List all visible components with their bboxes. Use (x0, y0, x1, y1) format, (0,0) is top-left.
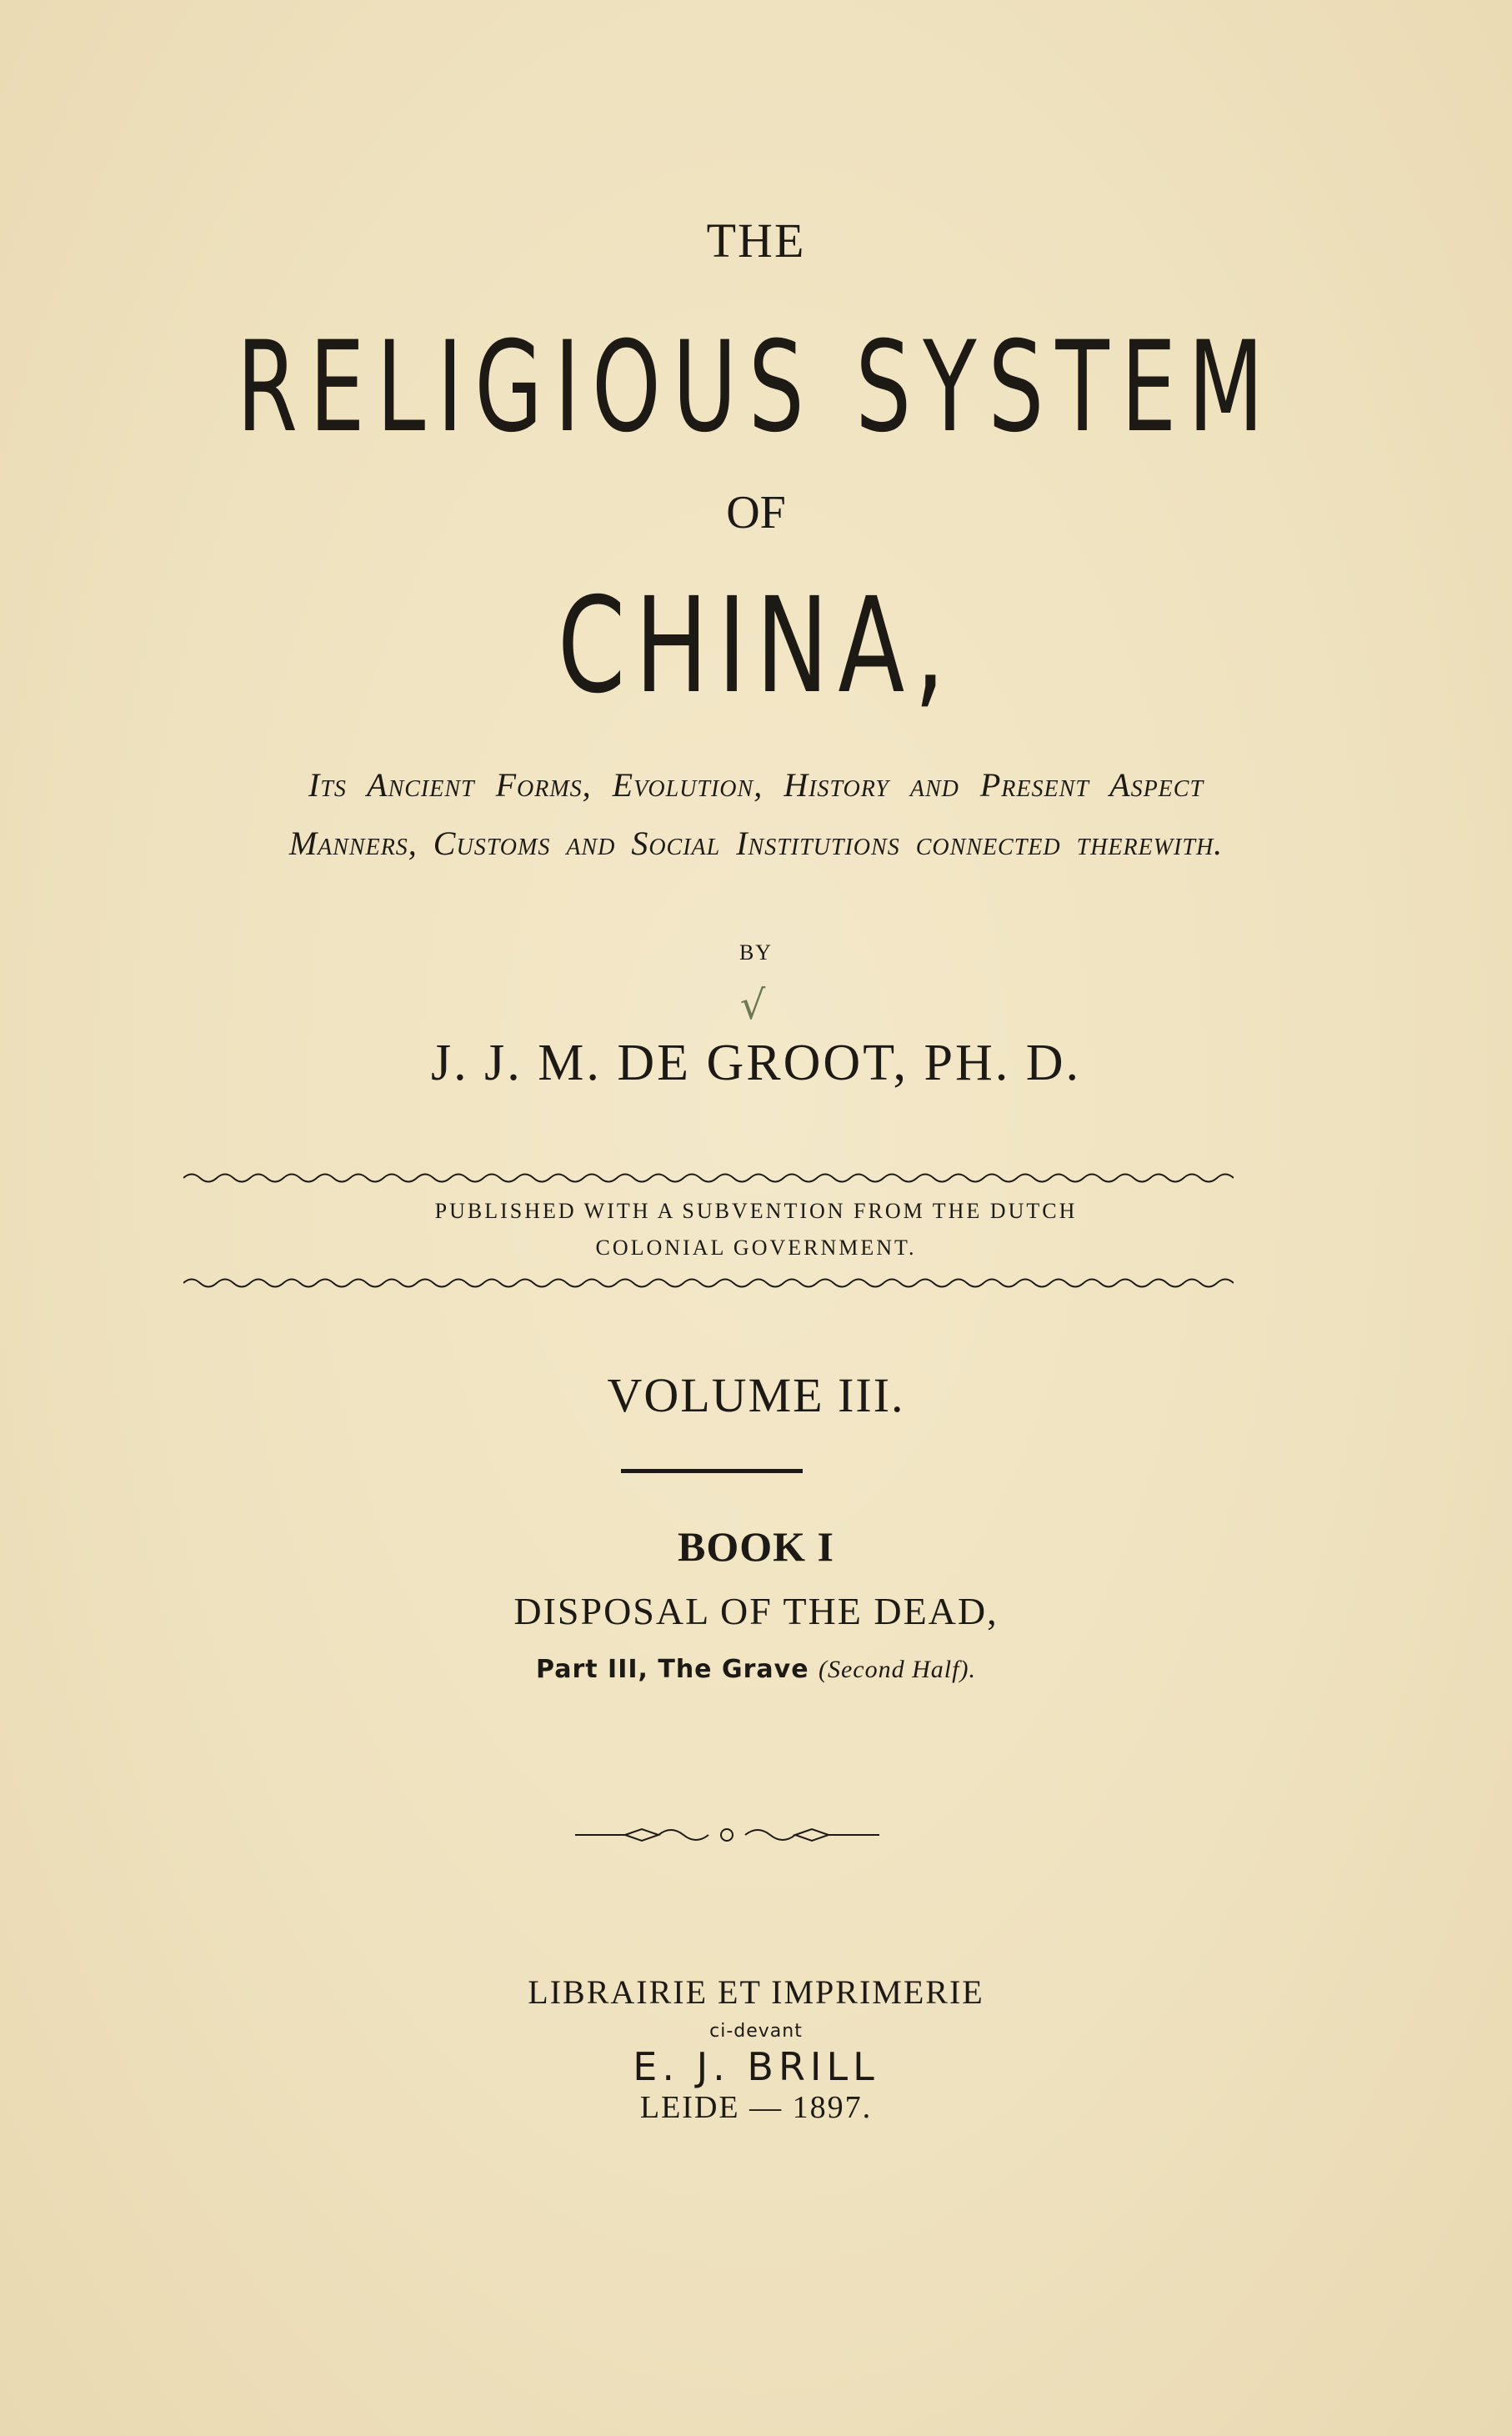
publisher-name: E. J. BRILL (633, 2044, 879, 2089)
wavy-rule-top (183, 1169, 1234, 1187)
part-note: (Second Half). (819, 1656, 976, 1683)
published-note-line-2: COLONIAL GOVERNMENT. (595, 1236, 917, 1260)
wavy-rule-bottom (183, 1274, 1234, 1292)
pencil-check-mark: √ (739, 982, 766, 1029)
title-article: THE (706, 213, 806, 268)
subtitle-line-1: Its Ancient Forms, Evolution, History and Present Aspect (308, 766, 1204, 804)
book-label: BOOK I (678, 1523, 834, 1570)
title-preposition: OF (726, 487, 786, 539)
publisher-line-1: LIBRAIRIE ET IMPRIMERIE (528, 1973, 984, 2011)
volume-label: VOLUME III. (607, 1368, 905, 1422)
author-name: J. J. M. DE GROOT, PH. D. (430, 1035, 1081, 1091)
part-line (0, 1655, 1512, 1684)
published-note-line-1: PUBLISHED WITH A SUBVENTION FROM THE DUTCH (434, 1199, 1078, 1223)
part-label: Part III, The Grave (536, 1655, 809, 1684)
book-title: DISPOSAL OF THE DEAD, (513, 1590, 999, 1632)
publisher-line-2: ci-devant (709, 2021, 803, 2042)
main-title: RELIGIOUS SYSTEM (236, 315, 1276, 460)
by-label: BY (738, 940, 774, 965)
subtitle-line-2: Manners, Customs and Social Institutions connected therewith. (288, 825, 1224, 862)
title-country: CHINA, (557, 569, 955, 723)
place-and-year: LEIDE — 1897. (639, 2090, 873, 2125)
ornament-rule (575, 1822, 879, 1847)
volume-rule (621, 1469, 803, 1473)
